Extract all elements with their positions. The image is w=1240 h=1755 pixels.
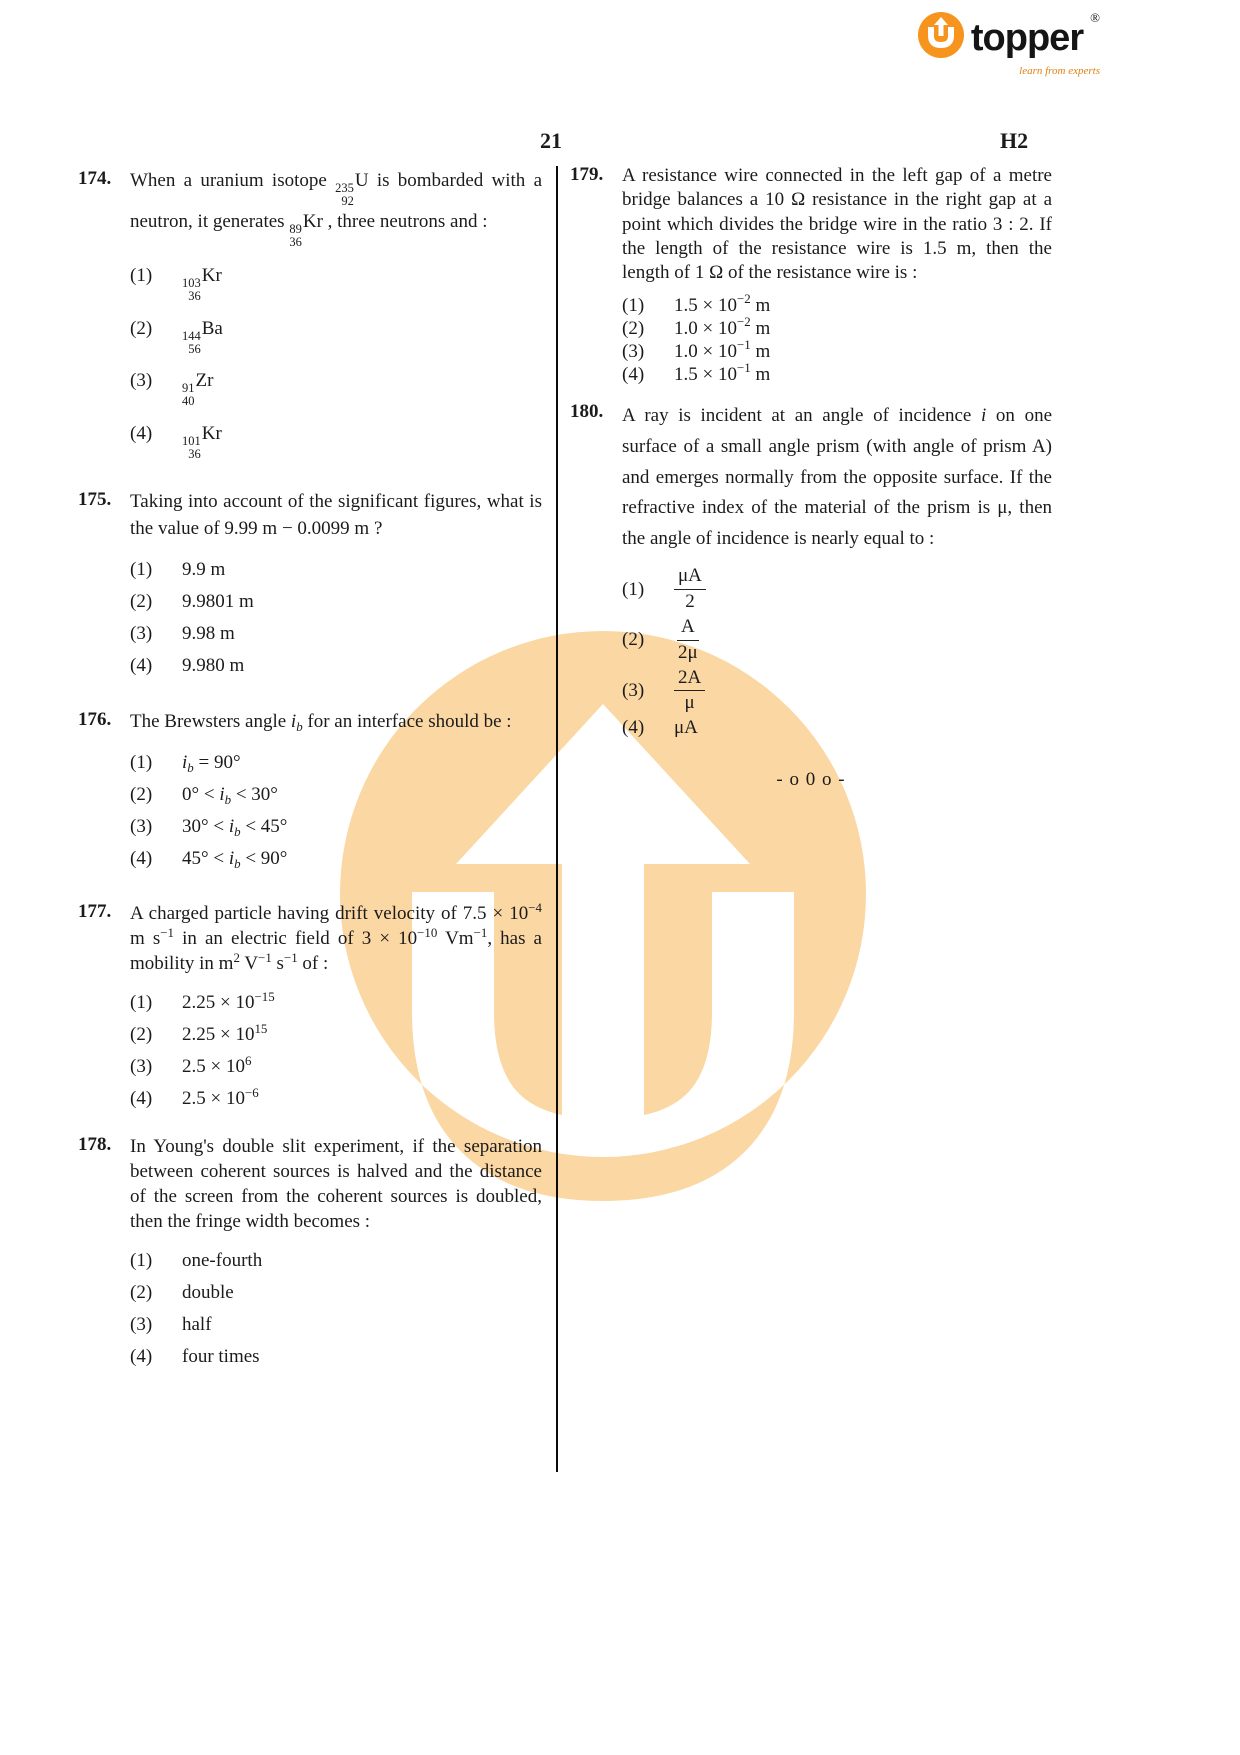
option-1	[130, 752, 542, 774]
option-text: $\frac{\mu A}{2}$	[674, 565, 1052, 614]
options-list	[130, 1250, 542, 1368]
option-text: $2.5 \times 10^6$	[182, 1053, 252, 1078]
question-text: A resistance wire connected in the left gap of a metre bridge balances a 10 Ω resistance in the right gap at a point which divides the bridge wire in the ratio 3 : 2. If the length of the resistance wire is 1.5 m, then the length of 1 Ω of the resistance wire is :	[622, 165, 1052, 284]
option-label: (4)	[130, 1346, 153, 1368]
question-text: The Brewsters angle $i_b$ for an interface should be :	[130, 710, 512, 734]
logo-u-icon	[918, 12, 964, 64]
option-text: 144 56 Ba	[182, 317, 223, 356]
option-1	[130, 559, 542, 581]
option-label: (4)	[130, 422, 153, 444]
question-text: Taking into account of the significant figures, what is the value of 9.99 m − 0.0099 m ?	[130, 491, 542, 539]
question-179	[570, 164, 1052, 387]
option-label: (4)	[130, 1088, 153, 1110]
question-number: 176.	[78, 708, 112, 730]
option-3	[622, 337, 1052, 363]
option-label: (3)	[130, 622, 153, 644]
question-text: A ray is incident at an angle of incidence i on one surface of a small angle prism (with angle of prism A) and emerges normally from the opposite surface. If the refractive index of the material of the prism is μ, then the angle of incidence is nearly equal to :	[622, 404, 1052, 550]
option-label: (2)	[130, 783, 153, 805]
option-2	[130, 318, 542, 357]
options-list	[622, 291, 1052, 386]
option-text: $45^\circ < i_b < 90^\circ$	[182, 847, 288, 871]
option-text: 9.9 m	[182, 558, 226, 580]
question-175	[78, 489, 542, 687]
option-text: $\frac{2A}{\mu}$	[674, 667, 1052, 716]
options-list	[622, 565, 1052, 739]
option-label: (3)	[130, 370, 153, 391]
option-label: (3)	[130, 1056, 153, 1078]
option-4	[622, 717, 1052, 739]
option-label: (2)	[130, 317, 153, 339]
paper-code: H2	[1000, 128, 1029, 153]
option-4	[130, 1085, 542, 1110]
option-label: (1)	[130, 558, 153, 580]
option-text: $2.25 \times 10^{-15}$	[182, 989, 275, 1014]
question-text: A charged particle having drift velocity of $7.5 \times 10^{-4}$ m $s^{-1}$ in an electric field of $3 \times 10^{-10}$ $Vm^{-1}$, has a mobility in $m^2$ $V^{-1}$ $s^{-1}$ of :	[130, 899, 542, 975]
option-label: (3)	[622, 679, 645, 701]
option-text: 101 36 Kr	[182, 422, 222, 461]
option-label: (4)	[130, 847, 153, 869]
question-number: 177.	[78, 900, 112, 922]
option-text: $0^\circ < i_b < 30^\circ$	[182, 783, 278, 807]
option-label: (3)	[622, 340, 645, 362]
option-2	[622, 314, 1052, 340]
option-text: 9.9801 m	[182, 590, 254, 612]
options-list	[130, 989, 542, 1110]
option-label: (1)	[622, 578, 645, 600]
option-text: $30^\circ < i_b < 45^\circ$	[182, 815, 288, 839]
option-text: $1.0 \times 10^{-1}$ m	[674, 337, 771, 362]
option-2	[130, 784, 542, 806]
option-label: (1)	[130, 265, 153, 286]
logo-tagline: learn from experts	[1019, 65, 1100, 77]
option-3	[622, 667, 1052, 716]
question-178	[78, 1134, 542, 1378]
question-body	[130, 1134, 542, 1378]
option-text: 9.980 m	[182, 654, 245, 676]
question-body	[130, 168, 542, 475]
option-label: (1)	[130, 1250, 153, 1272]
question-180	[570, 401, 1052, 742]
question-body	[130, 901, 542, 1120]
option-3	[130, 1314, 542, 1336]
right-column	[570, 164, 1052, 791]
option-4	[130, 655, 542, 677]
option-label: (3)	[130, 1314, 153, 1336]
logo-brand-text: topper	[970, 17, 1084, 59]
question-number: 180.	[570, 400, 604, 422]
question-177	[78, 901, 542, 1120]
options-list	[130, 752, 542, 870]
question-body	[130, 709, 542, 880]
option-1	[130, 265, 542, 304]
option-2	[130, 1021, 542, 1046]
option-3	[130, 816, 542, 838]
option-label: (2)	[622, 629, 645, 651]
page-number: 21	[540, 128, 562, 153]
option-4	[622, 360, 1052, 386]
question-number: 174.	[78, 168, 112, 189]
question-body	[622, 164, 1052, 387]
option-label: (3)	[130, 815, 153, 837]
option-label: (2)	[622, 317, 645, 339]
option-text: one-fourth	[182, 1250, 263, 1272]
option-label: (2)	[130, 1282, 153, 1304]
option-3	[130, 370, 542, 409]
option-label: (1)	[130, 751, 153, 773]
options-list	[130, 559, 542, 677]
option-3	[130, 623, 542, 645]
option-4	[130, 1346, 542, 1368]
option-2	[130, 591, 542, 613]
question-number: 175.	[78, 489, 112, 510]
question-body	[622, 401, 1052, 742]
option-1	[130, 1250, 542, 1272]
option-text: 91 40 Zr	[182, 370, 214, 409]
question-text: In Young's double slit experiment, if the separation between coherent sources is halved and the distance of the screen from the coherent sources is doubled, then the fringe width becomes :	[130, 1136, 542, 1233]
option-text: double	[182, 1282, 234, 1304]
option-text: 9.98 m	[182, 622, 235, 644]
option-label: (2)	[130, 1024, 153, 1046]
option-text: μA	[674, 717, 698, 739]
question-body	[130, 489, 542, 687]
option-text: $2.5 \times 10^{-6}$	[182, 1085, 259, 1110]
option-label: (1)	[622, 294, 645, 316]
option-text: 103 36 Kr	[182, 265, 222, 304]
option-text: $1.5 \times 10^{-1}$ m	[674, 360, 771, 385]
options-list	[130, 265, 542, 461]
option-4	[130, 423, 542, 462]
column-divider	[556, 166, 558, 1472]
option-2	[622, 616, 1052, 665]
option-3	[130, 1053, 542, 1078]
option-text: $i_b = 90^\circ$	[182, 751, 241, 775]
option-1	[622, 291, 1052, 317]
option-4	[130, 848, 542, 870]
option-label: (1)	[130, 992, 153, 1014]
question-174	[78, 168, 542, 475]
question-text: When a uranium isotope 235 92 U is bombarded with a neutron, it generates 89 36 Kr , three neutrons and :	[130, 170, 542, 249]
option-label: (4)	[622, 363, 645, 385]
question-176	[78, 709, 542, 880]
left-column	[78, 168, 542, 1378]
option-text: four times	[182, 1346, 260, 1368]
option-label: (2)	[130, 590, 153, 612]
option-1	[622, 565, 1052, 614]
option-1	[130, 989, 542, 1014]
option-text: $2.25 \times 10^{15}$	[182, 1021, 268, 1046]
option-text: half	[182, 1314, 212, 1336]
option-label: (4)	[130, 654, 153, 676]
option-text: $\frac{A}{2\mu}$	[678, 616, 698, 663]
question-number: 179.	[570, 164, 604, 185]
brand-logo	[918, 12, 1100, 77]
section-end-mark: - o 0 o -	[776, 769, 846, 791]
option-text: $1.0 \times 10^{-2}$ m	[674, 314, 771, 339]
option-label: (4)	[622, 717, 645, 739]
question-number: 178.	[78, 1134, 112, 1156]
registered-mark: ®	[1090, 10, 1100, 25]
option-text: $1.5 \times 10^{-2}$ m	[674, 291, 771, 316]
option-2	[130, 1282, 542, 1304]
